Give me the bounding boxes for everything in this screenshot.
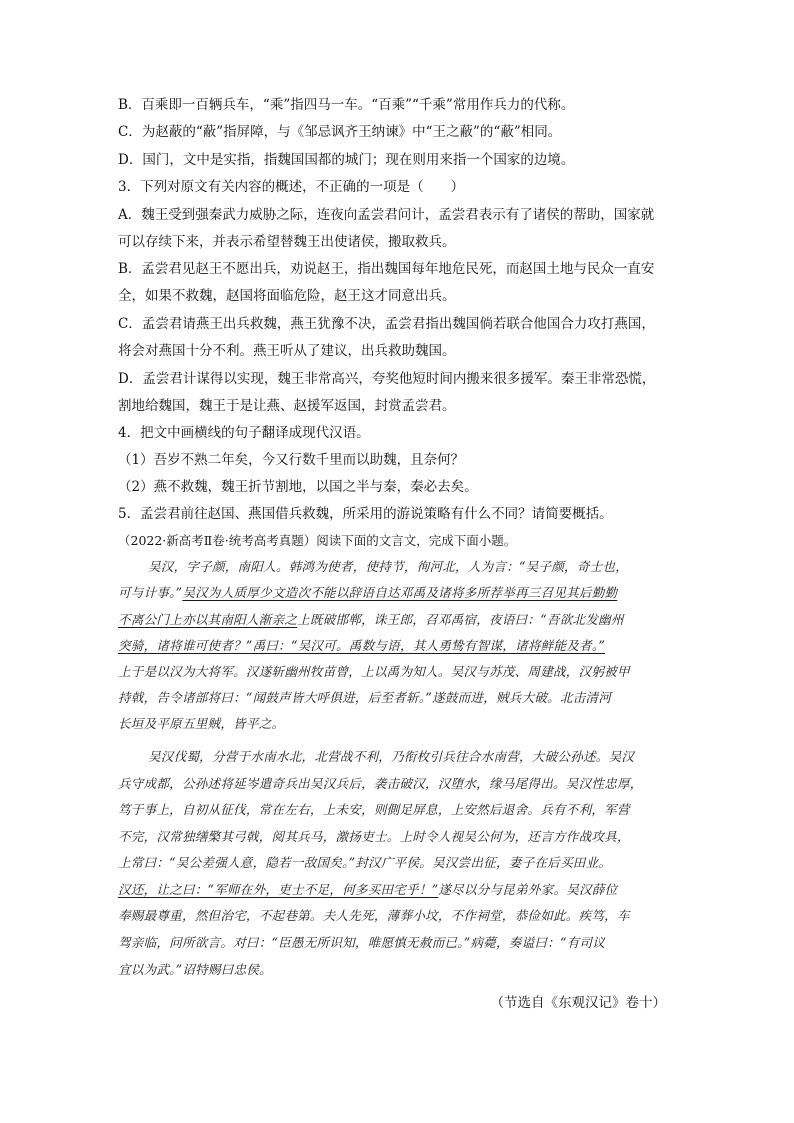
q3-option-a-line2: 可以存续下来，并表示希望替魏王出使诸侯，搬取救兵。 bbox=[118, 234, 456, 250]
passage-line: 持戟，告令诸部将曰：“闻鼓声皆大呼俱进，后至者斩。”遂鼓而进，贼兵大破。北击清河 bbox=[118, 690, 612, 705]
underlined-sentence-3: 汉还，让之曰：“军师在外，吏士不足，何多买田宅乎！” bbox=[118, 882, 439, 897]
passage-line: 长垣及平原五里贼，皆平之。 bbox=[118, 716, 285, 731]
passage-line: 奉赐最尊重，然但治宅，不起巷第。夫人先死，薄葬小坟，不作祠堂，恭俭如此。疾笃，车 bbox=[118, 908, 630, 923]
q3-option-d-line1: D．孟尝君计谋得以实现，魏王非常高兴，夸奖他短时间内搬来很多援军。秦王非常恐慌， bbox=[118, 371, 656, 387]
underlined-sentence-1: 吴汉为人质厚少文造次不能以辞语自达邓禹及诸将多所荐举再三召见其后勤勤 bbox=[182, 585, 618, 600]
option-b: B．百乘即一百辆兵车，“乘”指四马一车。“百乘”“千乘”常用作兵力的代称。 bbox=[118, 97, 575, 113]
passage-line: 上于是以汉为大将军。汉遂斩幽州牧苗曾，上以禹为知人。吴汉与苏茂、周建战，汉躬被甲 bbox=[118, 664, 630, 679]
passage-line: 吴汉，字子颜，南阳人。韩鸿为使者，使持节，徇河北，人为言：“吴子颜，奇士也， bbox=[148, 559, 629, 574]
q3-option-c-line1: C．孟尝君请燕王出兵救魏，燕王犹豫不决，孟尝君指出魏国倘若联合他国合力攻打燕国， bbox=[118, 316, 655, 332]
passage-line: 可与计事。”吴汉为人质厚少文造次不能以辞语自达邓禹及诸将多所荐举再三召见其后勤勤 bbox=[118, 585, 618, 600]
passage-line: 不离公门上亦以其南阳人渐亲之上既破邯郸，诛王郎，召邓禹宿，夜语曰：“吾欲北发幽州 bbox=[118, 612, 624, 627]
passage-line: 笃于事上，自初从征伐，常在左右，上未安，则側足屏息，上安然后退舍。兵有不利，军营 bbox=[118, 802, 630, 817]
q4-sentence-1: （1）吾岁不熟二年矣，今又行数千里而以助魏，且奈何？ bbox=[118, 452, 465, 468]
passage-source: （节选自《东观汉记》卷十） bbox=[490, 995, 666, 1011]
q3-option-b-line2: 全，如果不救魏，赵国将面临危险，赵王这才同意出兵。 bbox=[118, 288, 456, 304]
passage-line: 兵守成都，公孙述将延岑遣奇兵出吴汉兵后，袭击破汉，汉堕水，缘马尾得出。吴汉性忠厚， bbox=[118, 776, 643, 791]
q3-option-d-line2: 割地给魏国，魏王于是让燕、赵援军返国，封赏孟尝君。 bbox=[118, 398, 456, 414]
question-3-stem: 3．下列对原文有关内容的概述，不正确的一项是（ ） bbox=[118, 179, 465, 195]
underlined-sentence-2: 突骑，诸将谁可使者？”禹曰：“吴汉可。禹数与语，其人勇鸷有智谋，诸将鲜能及者。” bbox=[118, 638, 605, 653]
option-d: D．国门，文中是实指，指魏国国都的城门；现在则用来指一个国家的边境。 bbox=[118, 152, 575, 168]
passage-line: 上常曰：“吴公差强人意，隐若一敌国矣。”封汉广平侯。吴汉尝出征，妻子在后买田业。 bbox=[118, 855, 612, 870]
q3-option-c-line2: 将会对燕国十分不利。燕王听从了建议，出兵救助魏国。 bbox=[118, 343, 456, 359]
passage-line: 宜以为武。”诏特赐曰忠侯。 bbox=[118, 962, 272, 977]
question-5-stem: 5．孟尝君前往赵国、燕国借兵救魏，所采用的游说策略有什么不同？请简要概括。 bbox=[118, 506, 613, 522]
underlined-sentence-1-cont: 不离公门上亦以其南阳人渐亲之 bbox=[118, 612, 298, 627]
passage-line: 不完，汉常独缮檠其弓戟，阅其兵马，激扬吏士。上时令人视吴公何为，还言方作战攻具， bbox=[118, 829, 630, 844]
passage-intro: （2022·新高考Ⅱ卷·统考高考真题）阅读下面的文言文，完成下面小题。 bbox=[118, 533, 517, 548]
passage-line: 吴汉伐蜀，分营于水南水北，北营战不利，乃衔枚引兵往合水南营，大破公孙述。吴汉 bbox=[148, 749, 635, 764]
option-c: C．为赵蔽的“蔽”指屏障，与《邹忌讽齐王纳谏》中“王之蔽”的“蔽”相同。 bbox=[118, 124, 562, 140]
question-4-stem: 4．把文中画横线的句子翻译成现代汉语。 bbox=[118, 425, 370, 441]
passage-line: 汉还，让之曰：“军师在外，吏士不足，何多买田宅乎！”遂尽以分与昆弟外家。吴汉薛位 bbox=[118, 882, 618, 897]
q3-option-b-line1: B．孟尝君见赵王不愿出兵，劝说赵王，指出魏国每年地危民死，而赵国土地与民众一直安 bbox=[118, 261, 655, 277]
q3-option-a-line1: A．魏王受到强秦武力威胁之际，连夜向孟尝君问计，孟尝君表示有了诸侯的帮助，国家就 bbox=[118, 207, 655, 223]
passage-line: 驾亲临，问所欲言。对曰：“臣愚无所识知，唯愿慎无赦而已。”病薨，奏谥曰：“有司议 bbox=[118, 935, 605, 950]
q4-sentence-2: （2）燕不救魏，魏王折节割地，以国之半与秦，秦必去矣。 bbox=[118, 479, 478, 495]
